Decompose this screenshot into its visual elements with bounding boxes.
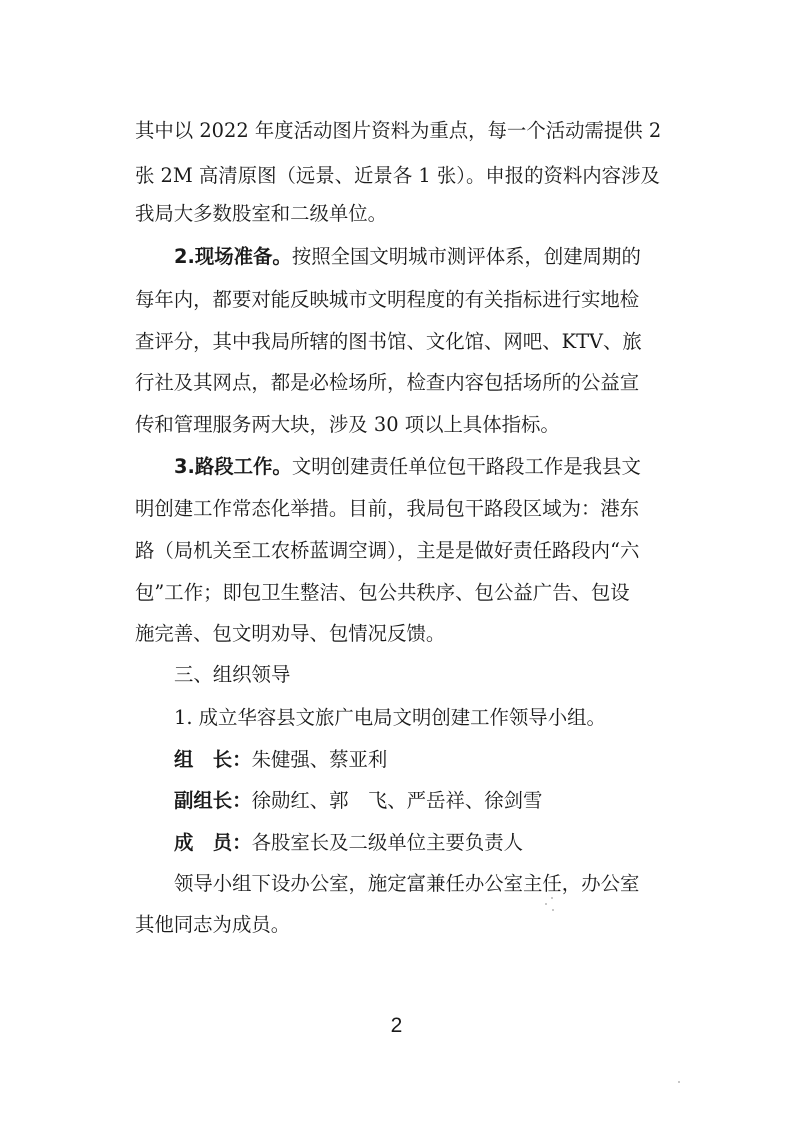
- item-1: 1. 成立华容县文旅广电局文明创建工作领导小组。: [174, 706, 606, 729]
- section-2-line-2: 每年内，都要对能反映城市文明程度的有关指标进行实地检: [135, 288, 640, 311]
- section-2-line-4: 行社及其网点，都是必检场所，检查内容包括场所的公益宣: [135, 371, 640, 394]
- scan-speck: [552, 909, 554, 911]
- leader-line: [174, 742, 695, 778]
- section-3-line-3: 路（局机关至工农桥蓝调空调），主是是做好责任路段内“六: [135, 539, 640, 562]
- scan-speck: [545, 903, 547, 905]
- section-3-line-4: 包”工作；即包卫生整洁、包公共秩序、包公益广告、包设: [135, 581, 630, 604]
- office-line-1: 领导小组下设办公室，施定富兼任办公室主任，办公室: [174, 872, 640, 895]
- members-label: 成 员：: [174, 831, 252, 854]
- section-3-line-2: 明创建工作常态化举措。目前，我局包干路段区域为：港东: [135, 497, 640, 520]
- leader-label: 组 长：: [174, 748, 252, 771]
- scan-speck: [551, 897, 553, 899]
- section-heading-organization: 三、组织领导: [174, 663, 291, 686]
- paragraph-1-line-3: 我局大多数股室和二级单位。: [135, 202, 388, 225]
- members-line: [174, 825, 695, 861]
- members-value: 各股室长及二级单位主要负责人: [251, 831, 524, 854]
- deputy-line: [174, 783, 695, 819]
- deputy-value: 徐勋红、郭 飞、严岳祥、徐剑雪: [251, 789, 543, 812]
- office-line-2: 其他同志为成员。: [135, 913, 291, 936]
- scan-speck: [678, 1081, 680, 1083]
- section-2-text: 按照全国文明城市测评体系，创建周期的: [291, 245, 641, 268]
- section-3-line-1: [174, 449, 695, 485]
- deputy-label: 副组长：: [174, 789, 252, 812]
- leader-value: 朱健强、蔡亚利: [251, 748, 388, 771]
- section-3-text: 文明创建责任单位包干路段工作是我县文: [291, 455, 641, 478]
- paragraph-1-line-1: 其中以 2022 年度活动图片资料为重点，每一个活动需提供 2: [135, 119, 662, 142]
- section-2-line-5: 传和管理服务两大块，涉及 30 项以上具体指标。: [135, 413, 560, 436]
- section-2-line-1: [174, 239, 695, 275]
- section-3-line-5: 施完善、包文明劝导、包情况反馈。: [135, 622, 446, 645]
- section-3-title: 3.路段工作。: [174, 455, 292, 478]
- paragraph-1-line-2: 张 2M 高清原图（远景、近景各 1 张）。申报的资料内容涉及: [135, 164, 660, 187]
- section-2-line-3: 查评分，其中我局所辖的图书馆、文化馆、网吧、KTV、旅: [135, 330, 642, 353]
- section-2-title: 2.现场准备。: [174, 245, 292, 268]
- page-number: 2: [390, 1014, 403, 1037]
